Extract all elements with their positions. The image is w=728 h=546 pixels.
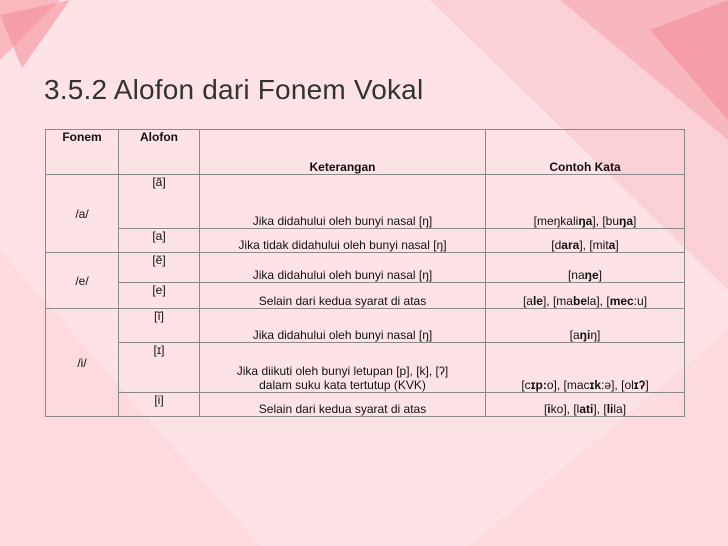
- contoh-bold-segment: mec: [609, 294, 634, 308]
- contoh-segment: ], [ma: [542, 294, 573, 308]
- keterangan-line: Jika diikuti oleh bunyi letupan [p], [k], [ʔ]: [236, 364, 449, 378]
- alofon-cell: [ɪ]: [119, 343, 200, 393]
- alofon-cell: [e]: [119, 283, 200, 309]
- table-row: [46, 229, 685, 253]
- slide-title: 3.5.2 Alofon dari Fonem Vokal: [44, 74, 424, 105]
- alofon-cell: [ẽ]: [119, 253, 200, 283]
- alofon-cell: [a]: [119, 229, 200, 253]
- table-row: [46, 343, 685, 393]
- alofon-cell: [i]: [119, 393, 200, 417]
- table-row: [46, 309, 685, 343]
- contoh-segment: ŋ]: [590, 328, 601, 342]
- contoh-segment: ]: [633, 214, 637, 228]
- header-keterangan: Keterangan: [200, 130, 486, 175]
- contoh-segment: ]: [615, 238, 619, 252]
- contoh-bold-segment: ɪk: [589, 378, 602, 392]
- contoh-bold-segment: i: [547, 402, 551, 416]
- keterangan-cell: Jika didahului oleh bunyi nasal [ŋ]: [200, 175, 486, 229]
- contoh-kata-cell: [486, 253, 685, 283]
- contoh-segment: :u]: [633, 294, 648, 308]
- alofon-table: [45, 129, 685, 417]
- contoh-segment: :ə], [ol: [601, 378, 634, 392]
- contoh-segment: la], [: [587, 294, 610, 308]
- alofon-cell: [ã]: [119, 175, 200, 229]
- contoh-segment: o], [mac: [546, 378, 590, 392]
- contoh-segment: [meŋkali: [533, 214, 579, 228]
- contoh-segment: ]: [645, 378, 649, 392]
- contoh-segment: [a: [522, 294, 533, 308]
- contoh-kata-cell: [486, 175, 685, 229]
- header-contoh-kata: Contoh Kata: [486, 130, 685, 175]
- contoh-bold-segment: a: [608, 238, 616, 252]
- alofon-cell: [ĩ]: [119, 309, 200, 343]
- fonem-cell: /a/: [46, 175, 119, 253]
- contoh-segment: [na: [567, 268, 585, 282]
- table-row: [46, 253, 685, 283]
- contoh-bold-segment: ŋe: [584, 268, 599, 282]
- contoh-bold-segment: li: [606, 402, 614, 416]
- contoh-bold-segment: ara: [561, 238, 580, 252]
- contoh-bold-segment: ɪp:: [530, 378, 547, 392]
- contoh-kata-cell: [486, 283, 685, 309]
- table-row: [46, 175, 685, 229]
- contoh-bold-segment: ɪʔ: [633, 378, 646, 392]
- contoh-kata-cell: [486, 309, 685, 343]
- contoh-segment: ]: [598, 268, 603, 282]
- keterangan-cell: [200, 343, 486, 393]
- contoh-kata-cell: [486, 229, 685, 253]
- keterangan-cell: Jika tidak didahului oleh bunyi nasal [ŋ]: [200, 229, 486, 253]
- contoh-segment: ], [: [593, 402, 607, 416]
- contoh-bold-segment: ŋi: [579, 328, 591, 342]
- fonem-cell: /i/: [46, 309, 119, 417]
- contoh-segment: ], [mit: [579, 238, 609, 252]
- contoh-bold-segment: le: [532, 294, 543, 308]
- contoh-bold-segment: ati: [579, 402, 594, 416]
- table-row: [46, 283, 685, 309]
- contoh-kata-cell: [486, 343, 685, 393]
- keterangan-cell: Selain dari kedua syarat di atas: [200, 393, 486, 417]
- keterangan-cell: Jika didahului oleh bunyi nasal [ŋ]: [200, 309, 486, 343]
- contoh-bold-segment: ŋa: [619, 214, 634, 228]
- keterangan-line: dalam suku kata tertutup (KVK): [259, 378, 426, 392]
- contoh-segment: ], [bu: [592, 214, 620, 228]
- header-fonem: Fonem: [46, 130, 119, 175]
- contoh-bold-segment: ŋa: [578, 214, 593, 228]
- contoh-segment: [: [543, 402, 548, 416]
- header-alofon: Alofon: [119, 130, 200, 175]
- keterangan-cell: Selain dari kedua syarat di atas: [200, 283, 486, 309]
- contoh-segment: la]: [613, 402, 627, 416]
- fonem-cell: /e/: [46, 253, 119, 309]
- contoh-segment: [a: [569, 328, 580, 342]
- contoh-segment: [d: [551, 238, 562, 252]
- contoh-segment: [c: [521, 378, 531, 392]
- keterangan-cell: Jika didahului oleh bunyi nasal [ŋ]: [200, 253, 486, 283]
- contoh-bold-segment: be: [572, 294, 587, 308]
- contoh-segment: ko], [l: [550, 402, 580, 416]
- table-row: [46, 393, 685, 417]
- contoh-kata-cell: [486, 393, 685, 417]
